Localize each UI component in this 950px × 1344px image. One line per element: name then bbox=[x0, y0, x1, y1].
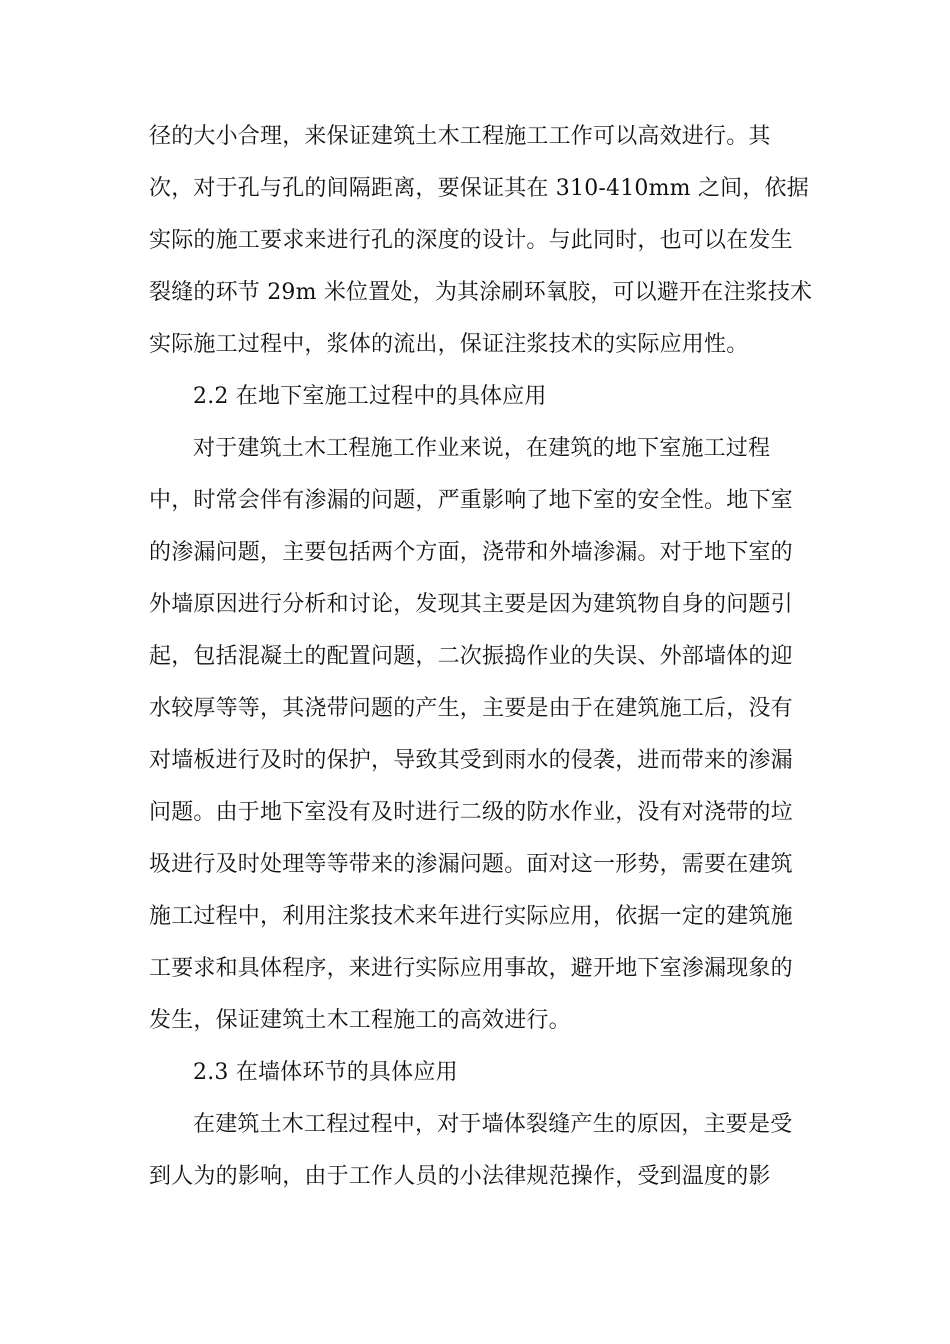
section-heading: 2.2 在地下室施工过程中的具体应用 bbox=[193, 384, 547, 409]
paragraph-line: 施工过程中，利用注浆技术来年进行实际应用，依据一定的建筑施 bbox=[149, 904, 793, 929]
paragraph-line: 实际施工过程中，浆体的流出，保证注浆技术的实际应用性。 bbox=[149, 332, 749, 357]
paragraph-line: 对于建筑土木工程施工作业来说，在建筑的地下室施工过程 bbox=[193, 436, 771, 461]
paragraph-line: 水较厚等等，其浇带问题的产生，主要是由于在建筑施工后，没有 bbox=[149, 696, 793, 721]
paragraph-line: 次，对于孔与孔的间隔距离，要保证其在 310-410mm 之间，依据 bbox=[149, 176, 809, 201]
section-heading: 2.3 在墙体环节的具体应用 bbox=[193, 1060, 458, 1085]
paragraph-line: 裂缝的环节 29m 米位置处，为其涂刷环氧胶，可以避开在注浆技术 bbox=[149, 280, 813, 305]
paragraph-line: 圾进行及时处理等等带来的渗漏问题。面对这一形势，需要在建筑 bbox=[149, 852, 793, 877]
paragraph-line: 起，包括混凝土的配置问题，二次振捣作业的失误、外部墙体的迎 bbox=[149, 644, 793, 669]
paragraph-line: 到人为的影响，由于工作人员的小法律规范操作，受到温度的影 bbox=[149, 1164, 771, 1189]
paragraph-line: 的渗漏问题，主要包括两个方面，浇带和外墙渗漏。对于地下室的 bbox=[149, 540, 793, 565]
paragraph-line: 发生，保证建筑土木工程施工的高效进行。 bbox=[149, 1008, 571, 1033]
paragraph-line: 外墙原因进行分析和讨论，发现其主要是因为建筑物自身的问题引 bbox=[149, 592, 793, 617]
paragraph-line: 径的大小合理，来保证建筑土木工程施工工作可以高效进行。其 bbox=[149, 124, 771, 149]
paragraph-line: 工要求和具体程序，来进行实际应用事故，避开地下室渗漏现象的 bbox=[149, 956, 793, 981]
paragraph-line: 中，时常会伴有渗漏的问题，严重影响了地下室的安全性。地下室 bbox=[149, 488, 793, 513]
paragraph-line: 在建筑土木工程过程中，对于墙体裂缝产生的原因，主要是受 bbox=[193, 1112, 793, 1137]
paragraph-line: 对墙板进行及时的保护，导致其受到雨水的侵袭，进而带来的渗漏 bbox=[149, 748, 793, 773]
paragraph-line: 问题。由于地下室没有及时进行二级的防水作业，没有对浇带的垃 bbox=[149, 800, 793, 825]
paragraph-line: 实际的施工要求来进行孔的深度的设计。与此同时，也可以在发生 bbox=[149, 228, 793, 253]
